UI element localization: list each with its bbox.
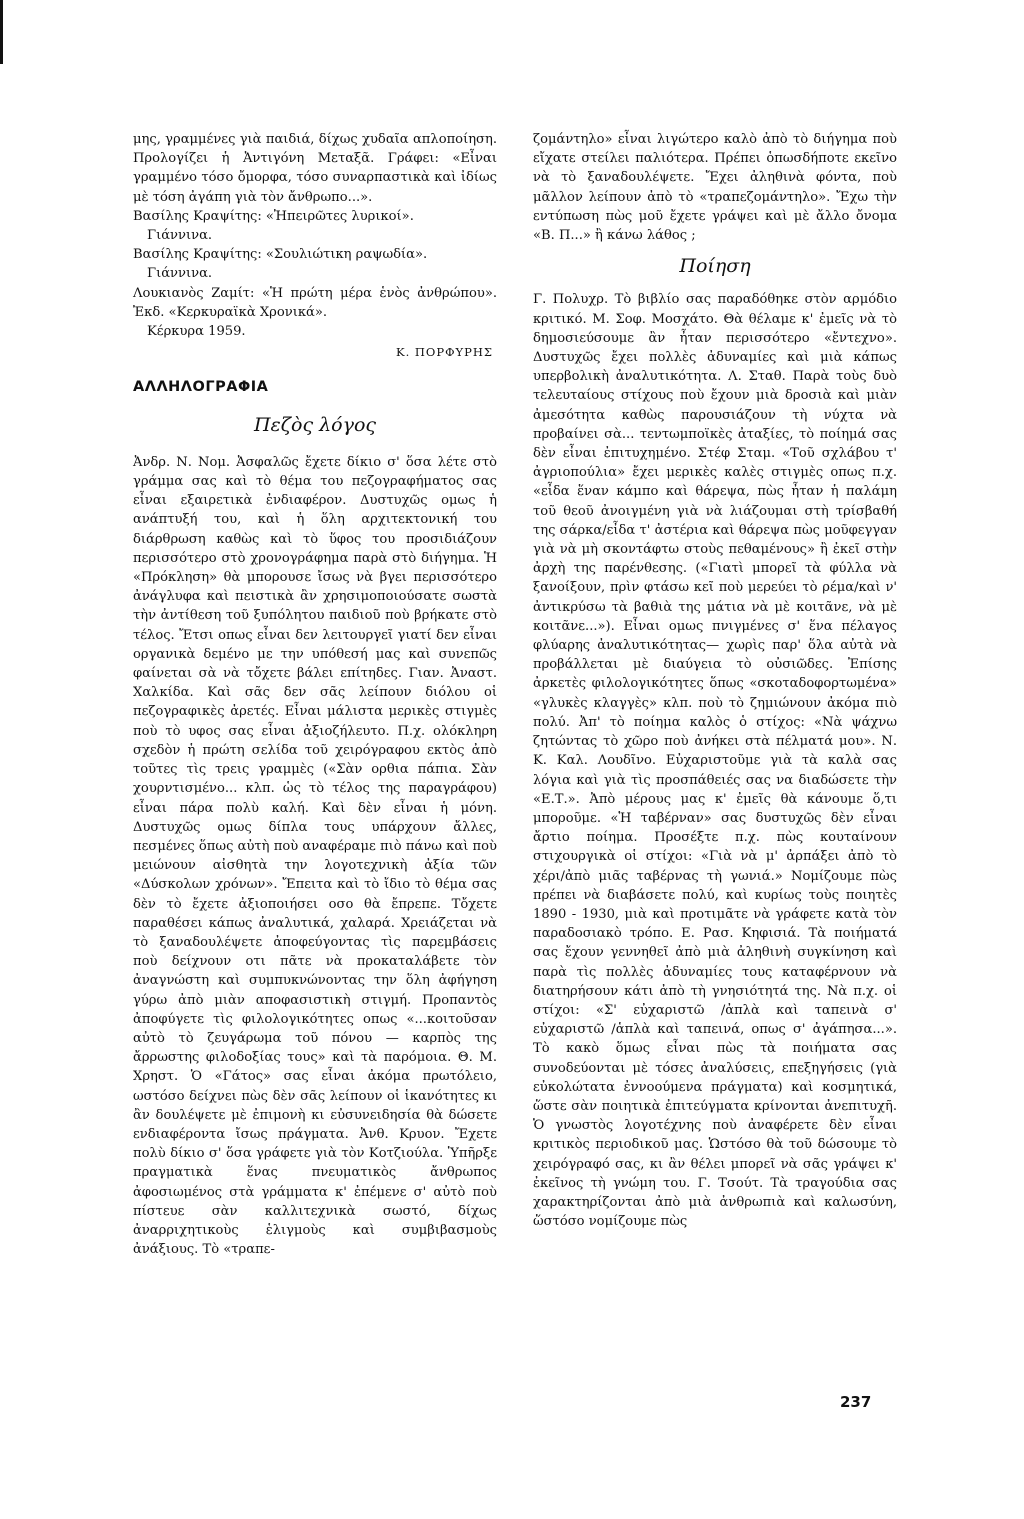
book-list-entry: Γιάννινα.	[147, 228, 213, 244]
book-list-entry: Κέρκυρα 1959.	[147, 324, 246, 340]
author-signature: Κ. ΠΟΡΦΥΡΗΣ	[395, 345, 493, 360]
section-heading: ΑΛΛΗΛΟΓΡΑΦΙΑ	[133, 379, 269, 396]
book-list-entry: Γιάννινα.	[147, 266, 213, 282]
prose-replies-text: Ἀνδρ. Ν. Νομ. Ἀσφαλῶς ἔχετε δίκιο σ' ὅσα λέτε στὸ γράμμα σας καὶ τὸ θέμα του πεζογραφήματος σας εἶναι εξαιρετικὰ ἐνδιαφέρον. Δυστυχῶς ομως ἡ ανάπτυξή του, καὶ ἡ ὅλη αρχιτεκτονική του διάρθρωση καθὼς καὶ τὸ ὕφος του προσιδιάζουν περισσότερο στὸ χρονογράφημα παρὰ στὸ διήγημα. Ἡ «Πρόκληση» θὰ μπορουσε ἴσως νὰ βγει περισσότερο ἀνάγλυφα καὶ πειστικὰ ἂν χρησιμοποιούσατε σωστὰ τὴν ἀντίθεση τοῦ ξυπόλητου παιδιοῦ ποὺ βρήκατε στὸ τέλος. Ἔτσι οπως εἶναι δεν λειτουργεῖ γιατί δεν εἶναι οργανικὰ δεμένο με την υπόθεσή μας καὶ συνεπῶς φαίνεται σὰ νὰ τὄχετε βάλει επίτηδες. Γιαν. Ἀναστ. Χαλκίδα. Καὶ σᾶς δεν σᾶς λείπουν διόλου οἱ πεζογραφικὲς ἀρετές. Εἶναι μάλιστα μερικὲς στιγμὲς ποὺ τὸ υφος σας εἶναι ἀξιοζήλευτο. Π.χ. ολόκληρη σχεδὸν ἡ πρώτη σελίδα τοῦ χειρόγραφου εκτὸς ἀπὸ τοῦτες τὶς τρεις γραμμὲς («Σὰν ορθια πάπια. Σὰν χουρντισμένο... κλπ. ὡς τὸ τέλος της παραγράφου) εἶναι πάρα πολὺ καλή. Καὶ δὲν εἶναι ἡ μόνη. Δυστυχῶς ομως δίπλα τους υπάρχουν ἄλλες, πεσμένες ὅπως αὐτὴ ποὺ αναφέραμε πιὸ πάνω καὶ ποὺ μειώνουν αἰσθητὰ την λογοτεχνικὴ ἀξία τῶν «Δύσκολων χρόνων». Ἔπειτα καὶ τὸ ἴδιο τὸ θέμα σας δὲν τὸ ἔχετε ἀξιοποιήσει οσο θὰ ἔπρεπε. Τὄχετε παραθέσει κάπως ἀναλυτικά, χαλαρά. Χρειάζεται νὰ τὸ ξαναδουλέψετε ἀποφεύγοντας τὶς παρεμβάσεις ποὺ δείχνουν οτι πᾶτε νὰ προκαταλάβετε τὸν ἀναγνώστη καὶ συμπυκνώνοντας την ὅλη ἀφήγηση γύρω ἀπὸ μιὰν αποφασιστικὴ στιγμή. Προπαντὸς ἀποφύγετε τὶς φιλολογικότητες οπως «...κοιτοῦσαν αὐτὸ τὸ ζευγάρωμα τοῦ πόνου — καρπὸς της ἄρρωστης φιλοδοξίας τους» καὶ τὰ παρόμοια. Θ. Μ. Χρηστ. Ὁ «Γάτος» σας εἶναι ἀκόμα πρωτόλειο, ωστόσο δείχνει πὼς δὲν σᾶς λείπουν οἱ ἱκανότητες κι ἂν δουλέψετε μὲ ἐπιμονὴ κι εὐσυνειδησία θὰ δώσετε ενδιαφέροντα ἴσως πράγματα. Ἀνθ. Κρυον. Ἔχετε πολὺ δίκιο σ' ὅσα γράφετε γιὰ τὸν Κοτζιούλα. Ὑπῆρξε πραγματικὰ ἕνας πνευματικὸς ἄνθρωπος ἀφοσιωμένος στὰ γράμματα κ' ἐπέμενε σ' αὐτὸ ποὺ πίστευε σὰν καλλιτεχνικὰ σωστό, δίχως ἀναρριχητικοὺς ἑλιγμοὺς καὶ συμβιβασμοὺς ἀνάξιους. Τὸ «τραπε-	[133, 454, 497, 1258]
poetry-replies-text: Γ. Πολυχρ. Τὸ βιβλίο σας παραδόθηκε στὸν αρμόδιο κριτικό. Μ. Σοφ. Μοσχάτο. Θὰ θέλαμε κ' ἐμεῖς νὰ τὸ δημοσιεύσουμε ἂν ἦταν περισσότερο «ἔντεχνο». Δυστυχῶς ἔχει πολλὲς ἀδυναμίες καὶ μιὰ κάπως υπερβολικὴ ἀναλυτικότητα. Λ. Σταθ. Παρὰ τοὺς δυὸ τελευταίους στίχους ποὺ ἔχουν μιὰ δροσιὰ καὶ μιὰν ἀμεσότητα καθὼς παρουσιάζουν τὴ νύχτα νὰ προβαίνει σὰ... τεντωμποϊκὲς ἀταξίες, τὸ ποίημά σας δὲν εἶναι ἐπιτυχημένο. Στέφ Σταμ. «Τοῦ σχλάβου τ' ἀγριοπούλια» ἔχει μερικὲς καλὲς στιγμὲς οπως π.χ. «εἶδα ἕναν κάμπο καὶ θάρεψα, πὼς ἦταν ἡ παλάμη τοῦ θεοῦ ἀνοιγμένη γιὰ νὰ λιάζουμαι στὴ τρίσβαθή της σάρκα/εἶδα τ' ἀστέρια καὶ θάρεψα πὼς μοῦφεγγαν γιὰ νὰ μὴ σκοντάφτω στοὺς πεθαμένους» ἢ ἐκεῖ στὴν ἀρχὴ της παρένθεσης. («Γιατὶ μπορεῖ τὰ φύλλα νὰ ξανοίξουν, πρὶν φτάσω κεῖ ποὺ μερεύει τὸ ρέμα/καὶ ν' ἀντικρύσω τὰ βαθιὰ της μάτια νὰ μὲ κοιτᾶνε, νὰ μὲ κοιτᾶνε...»). Εἶναι ομως πνιγμένες σ' ἕνα πέλαγος φλύαρης ἀναλυτικότητας— χωρὶς παρ' ὅλα αὐτὰ νὰ προβάλλεται μὲ διαύγεια τὸ οὐσιῶδες. Ἐπίσης ἀρκετὲς φιλολογικότητες ὅπως «σκοταδοφορτωμένα» «γλυκὲς κλαγγὲς» κλπ. ποὺ τὸ ζημιώνουν ἀκόμα πιὸ πολύ. Ἀπ' τὸ ποίημα καλὸς ὁ στίχος: «Νὰ ψάχνω ζητώντας τὸ χῶρο ποὺ ἀνήκει στὰ πέλματά μου». Ν. Κ. Καλ. Λουδῖνο. Εὐχαριστοῦμε γιὰ τὰ καλὰ σας λόγια καὶ γιὰ τὶς προσπάθειές σας να διαδώσετε τὴν «Ε.Τ.». Ἀπὸ μέρους μας κ' ἐμεῖς θὰ κάνουμε ὅ,τι μποροῦμε. «Ἡ ταβέρναν» σας δυστυχῶς δὲν εἶναι ἄρτιο ποίημα. Προσέξτε π.χ. πὼς κουταίνουν στιχουργικὰ οἱ στίχοι: «Γιὰ νὰ μ' ἀρπάξει ἀπὸ τὸ χέρι/ἀπὸ μιᾶς ταβέρνας τὴ γωνιά.» Νομίζουμε πὼς πρέπει νὰ διαβάσετε πολύ, καὶ κυρίως τοὺς ποιητὲς 1890 - 1930, μιὰ καὶ προτιμᾶτε νὰ γράφετε κατὰ τὸν παραδοσιακὸ τρόπο. Ε. Ρασ. Κηφισιά. Τὰ ποιήματά σας ἔχουν γεννηθεῖ ἀπὸ μιὰ ἀληθινὴ συγκίνηση καὶ παρὰ τὶς πολλὲς ἀδυναμίες τους καταφέρνουν νὰ διατηρήσουν κάτι ἀπὸ τὴ γνησιότητά της. Νὰ π.χ. οἱ στίχοι: «Σ' εὐχαριστῶ /ἀπλὰ καὶ ταπεινὰ σ' εὐχαριστῶ /ἁπλὰ καὶ ταπεινά, οπως σ' ἀγάπησα...». Τὸ κακὸ ὅμως εἶναι πὼς τὰ ποιήματα σας συνοδεύονται μὲ τόσες ἀναλύσεις, επεξηγήσεις (γιὰ εὐκολώτατα ἐννοούμενα πράγματα) καὶ κοσμητικά, ὥστε σὰν ποιητικὰ ἐπιτεύγματα κρίνονται ἀνεπιτυχῆ. Ὁ γνωστὸς λογοτέχνης ποὺ ἀναφέρετε δὲν εἶναι κριτικὸς περιοδικοῦ μας. Ὡστόσο θὰ τοῦ δώσουμε τὸ χειρόγραφό σας, κι ἂν θέλει μπορεῖ νὰ σᾶς γράψει κ' ἐκεῖνος τὴ γνώμη του. Γ. Τσούτ. Τὰ τραγούδια σας χαρακτηρίζονται ἀπὸ μιὰ ἀνθρωπιὰ καὶ καλωσύνη, ὥστόσο νομίζουμε πὼς	[533, 292, 897, 1230]
scan-edge-mark	[0, 0, 3, 64]
book-list-entry: Λουκιανὸς Ζαμίτ: «Ἡ πρώτη μέρα ἑνὸς ἀνθρώπου». Ἐκδ. «Κερκυραϊκὰ Χρονικά».	[133, 285, 497, 320]
poetry-subheading: Ποίηση	[679, 255, 751, 278]
left-column	[133, 130, 497, 1259]
book-list-entry: Βασίλης Κραψίτης: «Ἠπειρῶτες λυρικοί».	[133, 208, 414, 224]
prose-subheading: Πεζὸς λόγος	[253, 413, 377, 436]
book-list-entry: μης, γραμμένες γιὰ παιδιά, δίχως χυδαῖα απλοποίηση. Προλογίζει ἡ Ἀντιγόνη Μεταξᾶ. Γράφει: «Εἶναι γραμμένο τόσο ὄμορφα, τόσο συναρπαστικὰ καὶ ἰδίως μὲ τόση ἀγάπη γιὰ τὸν ἄνθρωπο...».	[133, 132, 497, 205]
page-number: 237	[840, 1393, 872, 1411]
prose-replies-continued: ζομάντηλο» εἶναι λιγώτερο καλὸ ἀπὸ τὸ διήγημα ποὺ εἴχατε στείλει παλιότερα. Πρέπει ὁπωσδήποτε εκεῖνο νὰ τὸ ξαναδουλέψετε. Ἔχει ἀληθινὰ φόντα, ποὺ μᾶλλον λείπουν ἀπὸ τὸ «τραπεζομάντηλο». Ἔχω τὴν εντύπωση πὼς μοῦ ἔχετε γράψει καὶ μὲ ἄλλο ὄνομα «Β. Π...» ἢ κάνω λάθος ;	[533, 132, 897, 244]
right-column	[533, 130, 897, 1231]
book-list-entry: Βασίλης Κραψίτης: «Σουλιώτικη ραψωδία».	[133, 247, 428, 263]
